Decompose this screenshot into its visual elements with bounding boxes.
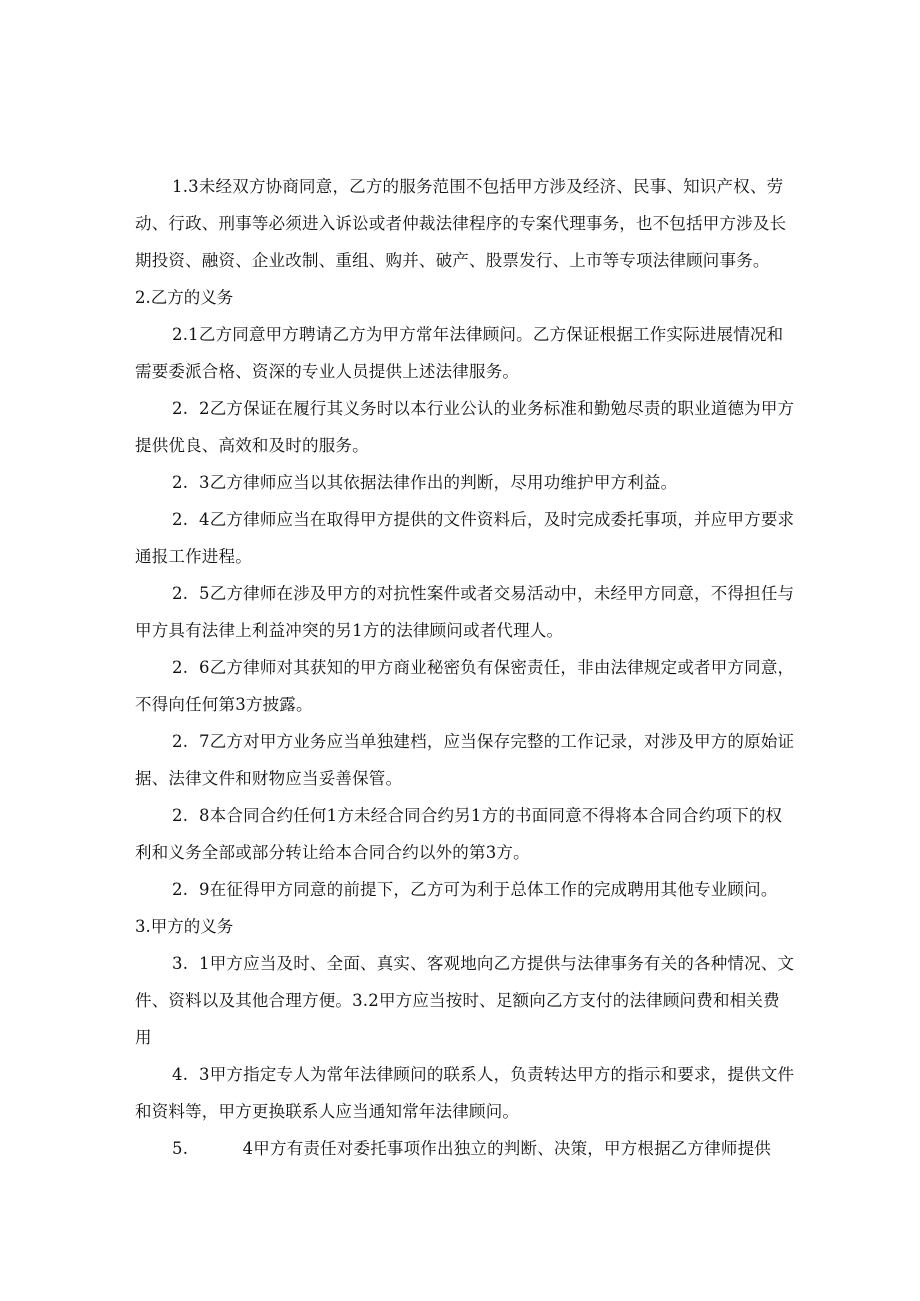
paragraph-2-6: 2. 6乙方律师对其获知的甲方商业秘密负有保密责任，非由法律规定或者甲方同意，不得向任何第3方披露。 [135, 658, 795, 714]
section-heading-2: 2.乙方的义务 [135, 288, 234, 307]
paragraph-2-5: 2. 5乙方律师在涉及甲方的对抗性案件或者交易活动中，未经甲方同意，不得担任与甲方具有法律上利益冲突的另1方的法律顾问或者代理人。 [135, 584, 795, 640]
paragraph-3-1: 3. 1甲方应当及时、全面、真实、客观地向乙方提供与法律事务有关的各种情况、文件、资料以及其他合理方便。3.2甲方应当按时、足额向乙方支付的法律顾问费和相关费用 [135, 954, 795, 1047]
section-heading-3: 3.甲方的义务 [135, 917, 234, 936]
paragraph-5-4: 5. 4甲方有责任对委托事项作出独立的判断、决策，甲方根据乙方律师提供 [172, 1139, 771, 1158]
paragraph-2-9: 2. 9在征得甲方同意的前提下，乙方可为利于总体工作的完成聘用其他专业顾问。 [172, 880, 778, 899]
paragraph-2-3: 2. 3乙方律师应当以其依据法律作出的判断，尽用功维护甲方利益。 [172, 473, 678, 492]
paragraph-2-7: 2. 7乙方对甲方业务应当单独建档，应当保存完整的工作记录，对涉及甲方的原始证据、法律文件和财物应当妥善保管。 [135, 732, 795, 788]
paragraph-1-3: 1.3未经双方协商同意，乙方的服务范围不包括甲方涉及经济、民事、知识产权、劳动、行政、刑事等必须进入诉讼或者仲裁法律程序的专案代理事务，也不包括甲方涉及长期投资、融资、企业改制、重组、购并、破产、股票发行、上市等专项法律顾问事务。 [135, 177, 787, 270]
paragraph-4-3: 4. 3甲方指定专人为常年法律顾问的联系人，负责转达甲方的指示和要求，提供文件和资料等，甲方更换联系人应当通知常年法律顾问。 [135, 1065, 795, 1121]
paragraph-2-4: 2. 4乙方律师应当在取得甲方提供的文件资料后，及时完成委托事项，并应甲方要求通报工作进程。 [135, 510, 795, 566]
paragraph-2-8: 2. 8本合同合约任何1方未经合同合约另1方的书面同意不得将本合同合约项下的权利和义务全部或部分转让给本合同合约以外的第3方。 [135, 806, 783, 862]
document-body [135, 168, 795, 1167]
paragraph-2-1: 2.1乙方同意甲方聘请乙方为甲方常年法律顾问。乙方保证根据工作实际进展情况和需要委派合格、资深的专业人员提供上述法律服务。 [135, 325, 784, 381]
paragraph-2-2: 2. 2乙方保证在履行其义务时以本行业公认的业务标准和勤勉尽责的职业道德为甲方提供优良、高效和及时的服务。 [135, 399, 795, 455]
